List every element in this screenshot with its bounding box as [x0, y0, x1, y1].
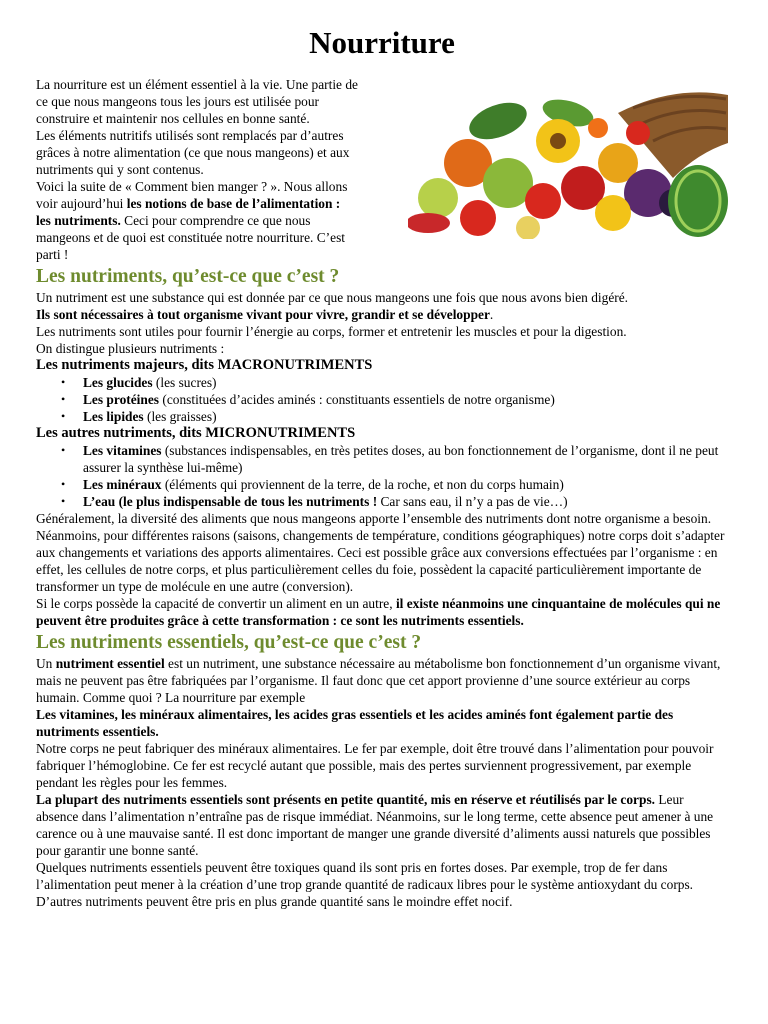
macronutriments-list [36, 374, 728, 425]
intro-paragraph-3: Voici la suite de « Comment bien manger ? ». Nous allons voir aujourd’hui les notions de base de l’alimentation : les nutriments. Ceci pour comprendre ce que nous mangeons et de quoi est constituée notre nourriture. C’est parti ! [36, 179, 348, 262]
intro-section [36, 76, 728, 263]
paragraph: On distingue plusieurs nutriments : [36, 341, 225, 356]
section-heading-nutriments-essentiels: Les nutriments essentiels, qu’est-ce que c’est ? [36, 632, 422, 653]
paragraph: Un nutriment est une substance qui est donnée par ce que nous mangeons une fois que nous avons bien digéré. [36, 290, 629, 305]
paragraph: Quelques nutriments essentiels peuvent être toxiques quand ils sont pris en fortes doses. Par exemple, trop de fer dans l’alimentation peut mener à la création d’une trop grande quantité de radicaux libres pour le système antioxydant du corps. D’autres nutriments peuvent être pris en plus grande quantité sans le moindre effet nocif. [36, 860, 694, 909]
cornucopia-illustration [408, 83, 728, 239]
paragraph: Notre corps ne peut fabriquer des minéraux alimentaires. Le fer par exemple, doit être trouvé dans l’alimentation pour pouvoir fabriquer l’hémoglobine. Ce fer est recyclé autant que possible, mais des pertes surviennent progressivement, par exemple pendant les règles pour les femmes. [36, 741, 714, 790]
intro-text [36, 76, 358, 263]
micronutriments-list [36, 442, 728, 510]
subheading-macronutriments: Les nutriments majeurs, dits MACRONUTRIMENTS [36, 357, 373, 373]
intro-paragraph-2: Les éléments nutritifs utilisés sont remplacés par d’autres grâces à notre alimentation (ce que nous mangeons) et aux nutriments qui y sont contenus. [36, 128, 350, 177]
paragraph: La plupart des nutriments essentiels sont présents en petite quantité, mis en réserve et réutilisés par le corps. Leur absence dans l’alimentation n’entraîne pas de risque immédiat. Néanmoins, sur le long terme, cette absence peut amener à une carence ou à une mauvaise santé. Il est donc important de manger une grande diversité d’aliments aussi naturels que possibles pour garantir une bonne santé. [36, 792, 714, 858]
list-item: • Les protéines (constituées d’acides aminés : constituants essentiels de notre organisme) [83, 391, 728, 408]
list-item: • Les minéraux (éléments qui proviennent de la terre, de la roche, et non du corps humain) [83, 476, 728, 493]
document-page [36, 24, 728, 910]
list-item: • Les lipides (les graisses) [83, 408, 728, 425]
intro-paragraph-1: La nourriture est un élément essentiel à la vie. Une partie de ce que nous mangeons tous les jours est utilisée pour construire et maintenir nos cellules en bonne santé. [36, 77, 358, 126]
paragraph: Les nutriments sont utiles pour fournir l’énergie au corps, former et entretenir les muscles et pour la digestion. [36, 324, 627, 339]
list-item: • L’eau (le plus indispensable de tous les nutriments ! Car sans eau, il n’y a pas de vie…) [83, 493, 728, 510]
cornucopia-image [408, 83, 728, 239]
paragraph: Généralement, la diversité des aliments que nous mangeons apporte l’ensemble des nutriments dont notre organisme a besoin. [36, 511, 712, 526]
paragraph: Les vitamines, les minéraux alimentaires, les acides gras essentiels et les acides aminés font également partie des nutriments essentiels. [36, 707, 674, 739]
list-item: • Les glucides (les sucres) [83, 374, 728, 391]
page-title: Nourriture [309, 25, 455, 60]
subheading-micronutriments: Les autres nutriments, dits MICRONUTRIMENTS [36, 425, 356, 441]
paragraph: Si le corps possède la capacité de convertir un aliment en un autre, il existe néanmoins une cinquantaine de molécules qui ne peuvent être produites grâce à cette transformation : ce sont les nutriments essentiels. [36, 596, 721, 628]
section-heading-nutriments: Les nutriments, qu’est-ce que c’est ? [36, 266, 340, 287]
list-item: • Les vitamines (substances indispensables, en très petites doses, au bon fonctionnement de l’organisme, dont il ne peut assurer la synthèse lui-même) [83, 442, 728, 476]
paragraph: Un nutriment essentiel est un nutriment, une substance nécessaire au métabolisme bon fonctionnement d’un organisme vivant, mais ne peuvent pas être fabriquées par l’organisme. Il faut donc que cet apport provienne d’une source extérieur au corps humain. Comme quoi ? La nourriture par exemple [36, 656, 721, 705]
paragraph: Néanmoins, pour différentes raisons (saisons, changements de température, conditions géographiques) notre corps doit s’adapter aux changements et variations des apports alimentaires. Ceci est possible grâce aux conversions effectuées par l’organisme : en effet, les cellules de notre corps, et plus particulièrement celles du foie, possèdent la capacité particulièrement importante de transformer un type de molécule en une autre (conversion). [36, 528, 725, 594]
paragraph: Ils sont nécessaires à tout organisme vivant pour vivre, grandir et se développer. [36, 307, 494, 322]
